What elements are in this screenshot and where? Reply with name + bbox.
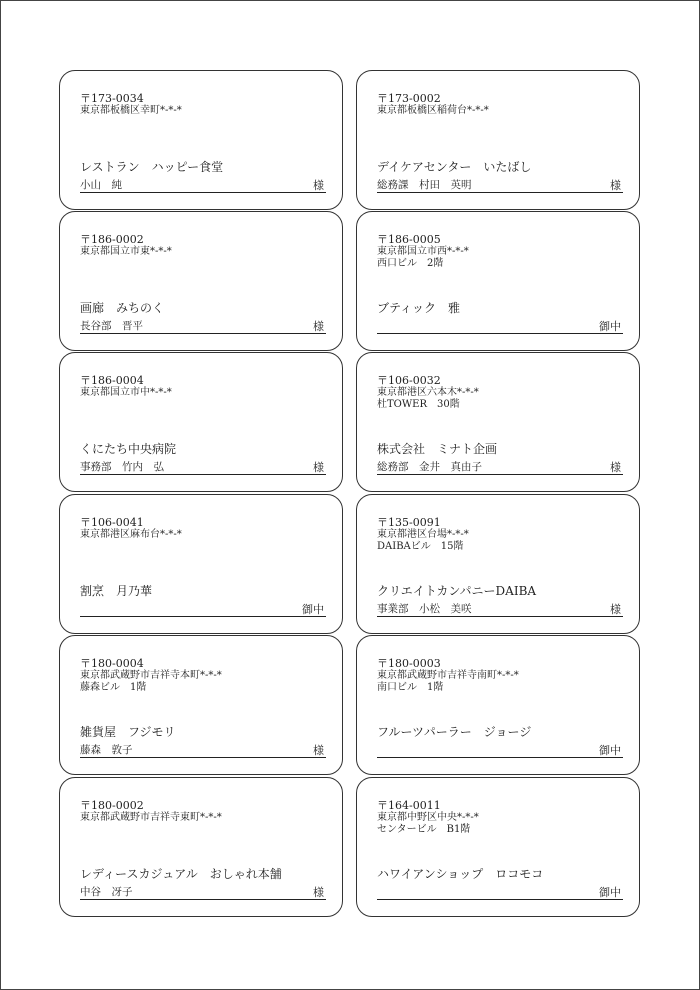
- company-name: 画廊 みちのく: [80, 301, 165, 315]
- recipient-line: [80, 320, 326, 334]
- address-line: 東京都国立市西*-*-*: [377, 246, 469, 257]
- recipient-name: 長谷部 晋平: [80, 320, 143, 332]
- address: [80, 812, 222, 824]
- address: [80, 670, 222, 694]
- postal-code: 〒180-0002: [80, 799, 144, 812]
- honorific: 御中: [599, 320, 621, 333]
- postal-code: 〒164-0011: [377, 799, 441, 812]
- address-label: [59, 635, 343, 775]
- address-line: 東京都港区麻布台*-*-*: [80, 529, 182, 540]
- honorific: 様: [313, 886, 324, 899]
- company-name: ブティック 雅: [377, 301, 461, 315]
- address: [377, 387, 479, 411]
- address-line: 東京都港区六本木*-*-*: [377, 387, 479, 398]
- honorific: 様: [313, 179, 324, 192]
- recipient-name: 総務課 村田 英明: [377, 179, 472, 191]
- postal-code: 〒135-0091: [377, 516, 441, 529]
- recipient-line: [377, 461, 623, 475]
- recipient-name: 事業部 小松 美咲: [377, 603, 472, 615]
- address-line: 東京都武蔵野市吉祥寺南町*-*-*: [377, 670, 519, 681]
- company-name: フルーツパーラー ジョージ: [377, 725, 532, 739]
- postal-code: 〒106-0032: [377, 374, 441, 387]
- address: [377, 670, 519, 694]
- address-line: 南口ビル 1階: [377, 682, 444, 693]
- postal-code: 〒173-0002: [377, 92, 441, 105]
- honorific: 御中: [599, 744, 621, 757]
- address-line: 東京都板橋区幸町*-*-*: [80, 105, 182, 116]
- company-name: デイケアセンター いたばし: [377, 160, 532, 174]
- recipient-line: [80, 886, 326, 900]
- address: [377, 246, 469, 270]
- honorific: 様: [610, 461, 621, 474]
- address-label: [59, 494, 343, 634]
- address-line: 藤森ビル 1階: [80, 682, 147, 693]
- address: [80, 105, 182, 117]
- company-name: ハワイアンショップ ロコモコ: [377, 867, 544, 881]
- recipient-line: [377, 179, 623, 193]
- address-line: センタービル B1階: [377, 824, 471, 835]
- recipient-name: 事務部 竹内 弘: [80, 461, 164, 473]
- recipient-line: [377, 603, 623, 617]
- address: [377, 529, 469, 553]
- recipient-line: [80, 744, 326, 758]
- recipient-name: 総務部 金井 真由子: [377, 461, 482, 473]
- address-line: 東京都武蔵野市吉祥寺本町*-*-*: [80, 670, 222, 681]
- recipient-name: 中谷 冴子: [80, 886, 133, 898]
- honorific: 様: [610, 603, 621, 616]
- address: [80, 529, 182, 541]
- address-line: 東京都国立市中*-*-*: [80, 387, 172, 398]
- address-label: [356, 70, 640, 210]
- honorific: 御中: [302, 603, 324, 616]
- honorific: 様: [313, 461, 324, 474]
- address-line: 西口ビル 2階: [377, 258, 444, 269]
- address-line: 東京都中野区中央*-*-*: [377, 812, 479, 823]
- address: [80, 246, 172, 258]
- address-line: DAIBAビル 15階: [377, 541, 464, 552]
- recipient-line: [377, 320, 623, 334]
- honorific: 様: [610, 179, 621, 192]
- address-line: 東京都国立市東*-*-*: [80, 246, 172, 257]
- address-label: [59, 777, 343, 917]
- postal-code: 〒186-0004: [80, 374, 144, 387]
- address-line: 東京都港区台場*-*-*: [377, 529, 469, 540]
- address-line: 東京都武蔵野市吉祥寺東町*-*-*: [80, 812, 222, 823]
- postal-code: 〒180-0004: [80, 657, 144, 670]
- company-name: レディースカジュアル おしゃれ本舗: [80, 867, 282, 881]
- recipient-line: [80, 179, 326, 193]
- company-name: クリエイトカンパニーDAIBA: [377, 584, 537, 598]
- postal-code: 〒186-0002: [80, 233, 144, 246]
- company-name: 雑貨屋 フジモリ: [80, 725, 176, 739]
- address-label: [356, 352, 640, 492]
- honorific: 様: [313, 744, 324, 757]
- company-name: レストラン ハッピー食堂: [80, 160, 224, 174]
- address-line: 東京都板橋区稲荷台*-*-*: [377, 105, 489, 116]
- address-line: 杜TOWER 30階: [377, 399, 460, 410]
- recipient-line: [377, 744, 623, 758]
- address-label: [59, 70, 343, 210]
- postal-code: 〒180-0003: [377, 657, 441, 670]
- postal-code: 〒173-0034: [80, 92, 144, 105]
- recipient-line: [377, 886, 623, 900]
- recipient-line: [80, 603, 326, 617]
- company-name: 株式会社 ミナト企画: [377, 442, 498, 456]
- address-label: [59, 211, 343, 351]
- recipient-line: [80, 461, 326, 475]
- address-label: [356, 494, 640, 634]
- address-label: [356, 211, 640, 351]
- postal-code: 〒106-0041: [80, 516, 144, 529]
- honorific: 御中: [599, 886, 621, 899]
- address-label: [356, 635, 640, 775]
- address: [377, 812, 479, 836]
- postal-code: 〒186-0005: [377, 233, 441, 246]
- address-label: [356, 777, 640, 917]
- recipient-name: 藤森 敦子: [80, 744, 133, 756]
- company-name: 割烹 月乃華: [80, 584, 153, 598]
- honorific: 様: [313, 320, 324, 333]
- company-name: くにたち中央病院: [80, 442, 177, 456]
- address: [80, 387, 172, 399]
- address-label: [59, 352, 343, 492]
- address: [377, 105, 489, 117]
- recipient-name: 小山 純: [80, 179, 122, 191]
